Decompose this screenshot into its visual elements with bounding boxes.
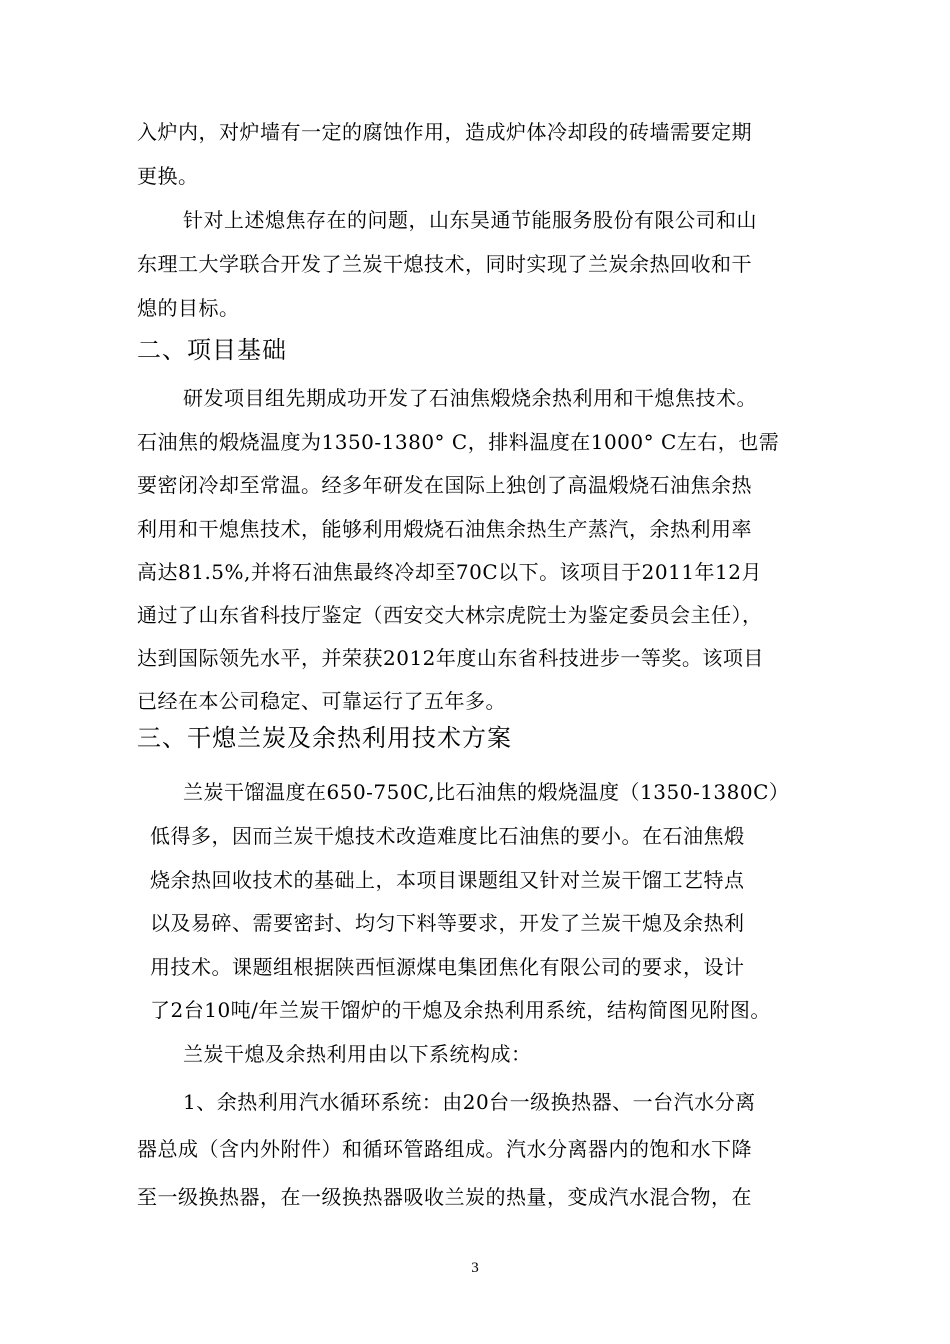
paragraph-3-line-2: 石油焦的煅烧温度为1350-1380° C，排料温度在1000° C左右，也需 xyxy=(137,430,780,454)
paragraph-4-line-2: 低得多，因而兰炭干熄技术改造难度比石油焦的要小。在石油焦煅 xyxy=(150,824,745,848)
paragraph-1-line-1: 入炉内，对炉墙有一定的腐蚀作用，造成炉体冷却段的砖墙需要定期 xyxy=(137,120,752,144)
paragraph-6-line-1: 1、余热利用汽水循环系统：由20台一级换热器、一台汽水分离 xyxy=(183,1090,756,1114)
paragraph-4-line-3: 烧余热回收技术的基础上，本项目课题组又针对兰炭干馏工艺特点 xyxy=(150,868,745,892)
paragraph-4-line-4: 以及易碎、需要密封、均匀下料等要求，开发了兰炭干熄及余热利 xyxy=(150,911,745,935)
paragraph-3-line-8: 已经在本公司稳定、可靠运行了五年多。 xyxy=(137,689,506,713)
paragraph-3-line-1: 研发项目组先期成功开发了石油焦煅烧余热利用和干熄焦技术。 xyxy=(183,386,757,410)
paragraph-6-line-2: 器总成（含内外附件）和循环管路组成。汽水分离器内的饱和水下降 xyxy=(137,1137,752,1161)
paragraph-6-line-3: 至一级换热器，在一级换热器吸收兰炭的热量，变成汽水混合物，在 xyxy=(137,1185,752,1209)
section-heading-project-basis: 二、项目基础 xyxy=(137,336,287,364)
paragraph-4-line-5: 用技术。课题组根据陕西恒源煤电集团焦化有限公司的要求，设计 xyxy=(150,955,745,979)
paragraph-3-line-4: 利用和干熄焦技术，能够利用煅烧石油焦余热生产蒸汽，余热利用率 xyxy=(137,517,752,541)
paragraph-4-line-1: 兰炭干馏温度在650-750C,比石油焦的煅烧温度（1350-1380C） xyxy=(183,780,790,804)
paragraph-3-line-5: 高达81.5%,并将石油焦最终冷却至70C以下。该项目于2011年12月 xyxy=(137,560,762,584)
paragraph-1-line-2: 更换。 xyxy=(137,164,199,188)
paragraph-3-line-6: 通过了山东省科技厅鉴定（西安交大林宗虎院士为鉴定委员会主任）， xyxy=(137,603,763,627)
section-heading-technical-scheme: 三、干熄兰炭及余热利用技术方案 xyxy=(137,724,512,752)
paragraph-2-line-2: 东理工大学联合开发了兰炭干熄技术，同时实现了兰炭余热回收和干 xyxy=(137,252,752,276)
paragraph-3-line-7: 达到国际领先水平，并荣获2012年度山东省科技进步一等奖。该项目 xyxy=(137,646,764,670)
paragraph-2-line-3: 熄的目标。 xyxy=(137,296,240,320)
paragraph-3-line-3: 要密闭冷却至常温。经多年研发在国际上独创了高温煅烧石油焦余热 xyxy=(137,473,752,497)
paragraph-4-line-6: 了2台10吨/年兰炭干馏炉的干熄及余热利用系统，结构简图见附图。 xyxy=(150,998,771,1022)
paragraph-2-line-1: 针对上述熄焦存在的问题，山东昊通节能服务股份有限公司和山 xyxy=(183,208,757,232)
paragraph-5-line-1: 兰炭干熄及余热利用由以下系统构成： xyxy=(183,1042,532,1066)
page-number: 3 xyxy=(471,1260,479,1276)
